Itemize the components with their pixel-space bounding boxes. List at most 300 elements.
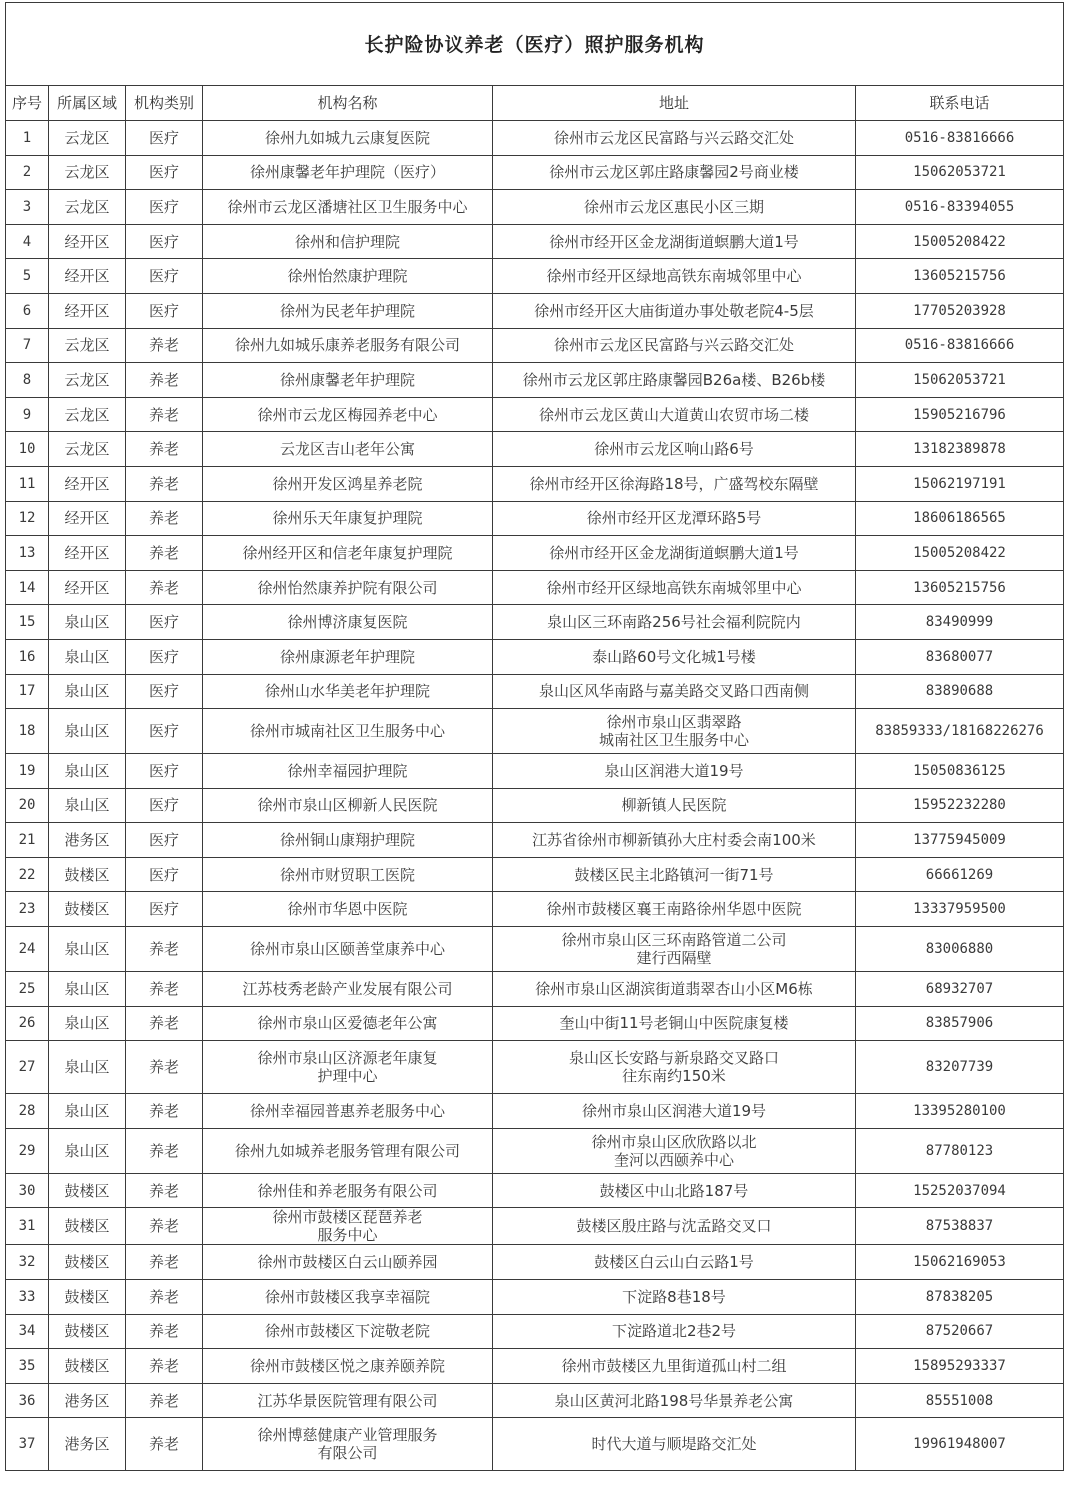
cell-type: 医疗 bbox=[126, 259, 203, 294]
cell-phone: 13605215756 bbox=[856, 570, 1064, 605]
cell-phone: 15252037094 bbox=[856, 1173, 1064, 1208]
cell-address bbox=[493, 1094, 856, 1129]
cell-address bbox=[493, 1128, 856, 1173]
cell-district: 经开区 bbox=[49, 466, 126, 501]
name-line: 云龙区吉山老年公寓 bbox=[279, 440, 415, 459]
cell-type: 养老 bbox=[126, 1418, 203, 1471]
cell-address bbox=[493, 259, 856, 294]
table-row bbox=[6, 605, 1064, 640]
cell-district: 泉山区 bbox=[49, 927, 126, 972]
address-line: 徐州市鼓楼区襄王南路徐州华恩中医院 bbox=[546, 900, 802, 919]
cell-address bbox=[493, 972, 856, 1007]
table-row bbox=[6, 328, 1064, 363]
cell-type: 养老 bbox=[126, 501, 203, 536]
table-row bbox=[6, 1418, 1064, 1471]
table-row bbox=[6, 397, 1064, 432]
cell-phone: 15952232280 bbox=[856, 788, 1064, 823]
cell-no: 29 bbox=[6, 1128, 49, 1173]
table-row bbox=[6, 536, 1064, 571]
cell-type: 医疗 bbox=[126, 121, 203, 156]
cell-type: 医疗 bbox=[126, 709, 203, 754]
address-line: 时代大道与顺堤路交汇处 bbox=[591, 1435, 757, 1454]
cell-address bbox=[493, 1349, 856, 1384]
cell-phone: 18606186565 bbox=[856, 501, 1064, 536]
cell-type: 养老 bbox=[126, 927, 203, 972]
cell-phone: 13395280100 bbox=[856, 1094, 1064, 1129]
address-line: 徐州市经开区徐海路18号，广盛驾校东隔壁 bbox=[529, 474, 819, 493]
name-line: 徐州市鼓楼区悦之康养颐养院 bbox=[249, 1357, 445, 1376]
address-line: 徐州市云龙区民富路与兴云路交汇处 bbox=[553, 336, 794, 355]
name-line: 徐州市泉山区济源老年康复 bbox=[257, 1049, 438, 1068]
column-header-district: 所属区域 bbox=[49, 86, 126, 121]
address-line: 徐州市鼓楼区九里街道孤山村二组 bbox=[561, 1357, 787, 1376]
cell-address bbox=[493, 857, 856, 892]
table-row bbox=[6, 190, 1064, 225]
address-line: 徐州市云龙区郭庄路康馨园2号商业楼 bbox=[549, 163, 799, 182]
cell-type: 医疗 bbox=[126, 857, 203, 892]
cell-phone: 13337959500 bbox=[856, 892, 1064, 927]
cell-type: 养老 bbox=[126, 1173, 203, 1208]
cell-type: 养老 bbox=[126, 1041, 203, 1094]
column-header-type: 机构类别 bbox=[126, 86, 203, 121]
table-row bbox=[6, 674, 1064, 709]
address-line: 柳新镇人民医院 bbox=[621, 796, 727, 815]
table-row bbox=[6, 1280, 1064, 1315]
cell-type: 医疗 bbox=[126, 892, 203, 927]
cell-name bbox=[203, 1418, 493, 1471]
table-row bbox=[6, 1094, 1064, 1129]
cell-phone: 15062197191 bbox=[856, 466, 1064, 501]
cell-district: 云龙区 bbox=[49, 121, 126, 156]
cell-no: 11 bbox=[6, 466, 49, 501]
cell-phone: 15005208422 bbox=[856, 224, 1064, 259]
table-title: 长护险协议养老（医疗）照护服务机构 bbox=[6, 3, 1064, 86]
cell-no: 32 bbox=[6, 1245, 49, 1280]
cell-no: 17 bbox=[6, 674, 49, 709]
cell-phone: 15005208422 bbox=[856, 536, 1064, 571]
column-header-no: 序号 bbox=[6, 86, 49, 121]
name-line: 徐州康馨老年护理院 bbox=[279, 370, 415, 389]
cell-name bbox=[203, 1245, 493, 1280]
address-line: 江苏省徐州市柳新镇孙大庄村委会南100米 bbox=[532, 831, 816, 850]
cell-no: 1 bbox=[6, 121, 49, 156]
address-line: 泉山区风华南路与嘉美路交叉路口西南侧 bbox=[538, 682, 809, 701]
cell-address bbox=[493, 892, 856, 927]
cell-name bbox=[203, 972, 493, 1007]
cell-type: 医疗 bbox=[126, 155, 203, 190]
table-row bbox=[6, 121, 1064, 156]
cell-type: 养老 bbox=[126, 363, 203, 398]
cell-name bbox=[203, 293, 493, 328]
cell-district: 泉山区 bbox=[49, 639, 126, 674]
cell-name bbox=[203, 501, 493, 536]
cell-type: 养老 bbox=[126, 1280, 203, 1315]
cell-address bbox=[493, 605, 856, 640]
cell-address bbox=[493, 1314, 856, 1349]
cell-no: 31 bbox=[6, 1208, 49, 1245]
cell-district: 鼓楼区 bbox=[49, 1349, 126, 1384]
cell-district: 经开区 bbox=[49, 501, 126, 536]
address-line: 鼓楼区白云山白云路1号 bbox=[594, 1253, 754, 1272]
name-line: 徐州市泉山区颐善堂康养中心 bbox=[249, 940, 445, 959]
cell-phone: 0516-83816666 bbox=[856, 328, 1064, 363]
cell-no: 14 bbox=[6, 570, 49, 605]
cell-phone: 83490999 bbox=[856, 605, 1064, 640]
table-row bbox=[6, 1208, 1064, 1245]
cell-type: 医疗 bbox=[126, 788, 203, 823]
column-header-phone: 联系电话 bbox=[856, 86, 1064, 121]
name-line: 徐州怡然康护理院 bbox=[287, 267, 408, 286]
name-line: 徐州市财贸职工医院 bbox=[279, 865, 415, 884]
table-row bbox=[6, 1383, 1064, 1418]
cell-type: 养老 bbox=[126, 1006, 203, 1041]
cell-no: 6 bbox=[6, 293, 49, 328]
cell-address bbox=[493, 155, 856, 190]
cell-phone: 87520667 bbox=[856, 1314, 1064, 1349]
cell-phone: 13775945009 bbox=[856, 823, 1064, 858]
table-row bbox=[6, 788, 1064, 823]
cell-phone: 87538837 bbox=[856, 1208, 1064, 1245]
cell-phone: 15062053721 bbox=[856, 363, 1064, 398]
name-line: 服务中心 bbox=[317, 1226, 378, 1245]
name-line: 徐州山水华美老年护理院 bbox=[264, 682, 430, 701]
address-line: 奎河以西颐养中心 bbox=[613, 1150, 734, 1169]
cell-no: 28 bbox=[6, 1094, 49, 1129]
column-header-name: 机构名称 bbox=[203, 86, 493, 121]
cell-district: 云龙区 bbox=[49, 190, 126, 225]
cell-no: 27 bbox=[6, 1041, 49, 1094]
cell-address bbox=[493, 293, 856, 328]
cell-type: 养老 bbox=[126, 1245, 203, 1280]
table-row bbox=[6, 1173, 1064, 1208]
cell-type: 医疗 bbox=[126, 190, 203, 225]
cell-no: 16 bbox=[6, 639, 49, 674]
cell-type: 养老 bbox=[126, 536, 203, 571]
name-line: 江苏华景医院管理有限公司 bbox=[257, 1391, 438, 1410]
cell-district: 港务区 bbox=[49, 823, 126, 858]
address-line: 徐州市泉山区湖滨街道翡翠杏山小区M6栋 bbox=[535, 979, 813, 998]
name-line: 徐州九如城养老服务管理有限公司 bbox=[234, 1141, 460, 1160]
table-row bbox=[6, 1041, 1064, 1094]
cell-phone: 87780123 bbox=[856, 1128, 1064, 1173]
address-line: 徐州市泉山区翡翠路 bbox=[606, 713, 742, 732]
cell-type: 医疗 bbox=[126, 674, 203, 709]
cell-district: 泉山区 bbox=[49, 754, 126, 789]
cell-district: 鼓楼区 bbox=[49, 1173, 126, 1208]
cell-address bbox=[493, 224, 856, 259]
cell-no: 8 bbox=[6, 363, 49, 398]
cell-district: 港务区 bbox=[49, 1418, 126, 1471]
cell-name bbox=[203, 1383, 493, 1418]
cell-phone: 83859333/18168226276 bbox=[856, 709, 1064, 754]
address-line: 城南社区卫生服务中心 bbox=[598, 731, 749, 750]
cell-name bbox=[203, 892, 493, 927]
table-row bbox=[6, 155, 1064, 190]
cell-name bbox=[203, 1208, 493, 1245]
cell-district: 鼓楼区 bbox=[49, 1208, 126, 1245]
cell-phone: 0516-83394055 bbox=[856, 190, 1064, 225]
cell-type: 养老 bbox=[126, 1208, 203, 1245]
address-line: 鼓楼区民主北路镇河一街71号 bbox=[574, 865, 774, 884]
cell-phone: 87838205 bbox=[856, 1280, 1064, 1315]
address-line: 鼓楼区殷庄路与沈孟路交叉口 bbox=[576, 1217, 772, 1236]
cell-no: 18 bbox=[6, 709, 49, 754]
cell-district: 云龙区 bbox=[49, 432, 126, 467]
cell-name bbox=[203, 605, 493, 640]
cell-type: 医疗 bbox=[126, 605, 203, 640]
cell-type: 医疗 bbox=[126, 224, 203, 259]
cell-no: 34 bbox=[6, 1314, 49, 1349]
name-line: 徐州怡然康养护院有限公司 bbox=[257, 578, 438, 597]
cell-phone: 83680077 bbox=[856, 639, 1064, 674]
cell-no: 15 bbox=[6, 605, 49, 640]
cell-phone: 0516-83816666 bbox=[856, 121, 1064, 156]
cell-phone: 83890688 bbox=[856, 674, 1064, 709]
cell-no: 9 bbox=[6, 397, 49, 432]
cell-district: 经开区 bbox=[49, 259, 126, 294]
cell-name bbox=[203, 1173, 493, 1208]
cell-district: 云龙区 bbox=[49, 155, 126, 190]
cell-district: 泉山区 bbox=[49, 674, 126, 709]
cell-address bbox=[493, 788, 856, 823]
cell-no: 33 bbox=[6, 1280, 49, 1315]
table-row bbox=[6, 823, 1064, 858]
cell-phone: 19961948007 bbox=[856, 1418, 1064, 1471]
name-line: 徐州为民老年护理院 bbox=[279, 301, 415, 320]
address-line: 徐州市经开区金龙湖街道螟鹏大道1号 bbox=[549, 232, 799, 251]
cell-no: 12 bbox=[6, 501, 49, 536]
cell-phone: 83006880 bbox=[856, 927, 1064, 972]
cell-name bbox=[203, 432, 493, 467]
cell-no: 30 bbox=[6, 1173, 49, 1208]
cell-address bbox=[493, 1418, 856, 1471]
table-row bbox=[6, 259, 1064, 294]
cell-district: 鼓楼区 bbox=[49, 1314, 126, 1349]
cell-district: 鼓楼区 bbox=[49, 1280, 126, 1315]
cell-district: 泉山区 bbox=[49, 1041, 126, 1094]
cell-name bbox=[203, 857, 493, 892]
name-line: 徐州市鼓楼区下淀敬老院 bbox=[264, 1322, 430, 1341]
address-line: 奎山中街11号老铜山中医院康复楼 bbox=[559, 1014, 789, 1033]
name-line: 徐州九如城九云康复医院 bbox=[264, 128, 430, 147]
cell-no: 20 bbox=[6, 788, 49, 823]
column-header-address: 地址 bbox=[493, 86, 856, 121]
table-row bbox=[6, 1245, 1064, 1280]
cell-address bbox=[493, 397, 856, 432]
cell-address bbox=[493, 536, 856, 571]
name-line: 徐州康源老年护理院 bbox=[279, 647, 415, 666]
cell-no: 21 bbox=[6, 823, 49, 858]
name-line: 有限公司 bbox=[317, 1444, 378, 1463]
table-row bbox=[6, 466, 1064, 501]
cell-type: 医疗 bbox=[126, 639, 203, 674]
cell-address bbox=[493, 709, 856, 754]
cell-name bbox=[203, 1094, 493, 1129]
cell-phone: 13605215756 bbox=[856, 259, 1064, 294]
header-row bbox=[6, 86, 1064, 121]
cell-name bbox=[203, 224, 493, 259]
cell-no: 2 bbox=[6, 155, 49, 190]
cell-name bbox=[203, 1349, 493, 1384]
address-line: 往东南约150米 bbox=[622, 1067, 726, 1086]
cell-district: 云龙区 bbox=[49, 397, 126, 432]
name-line: 徐州市鼓楼区琵琶养老 bbox=[272, 1208, 423, 1227]
address-line: 徐州市云龙区民富路与兴云路交汇处 bbox=[553, 128, 794, 147]
cell-address bbox=[493, 927, 856, 972]
cell-name bbox=[203, 639, 493, 674]
address-line: 徐州市经开区龙潭环路5号 bbox=[586, 509, 762, 528]
cell-no: 10 bbox=[6, 432, 49, 467]
cell-address bbox=[493, 1208, 856, 1245]
name-line: 徐州市华恩中医院 bbox=[287, 900, 408, 919]
cell-district: 泉山区 bbox=[49, 1006, 126, 1041]
cell-phone: 15905216796 bbox=[856, 397, 1064, 432]
cell-address bbox=[493, 328, 856, 363]
name-line: 徐州市鼓楼区我享幸福院 bbox=[264, 1287, 430, 1306]
cell-no: 24 bbox=[6, 927, 49, 972]
cell-address bbox=[493, 674, 856, 709]
cell-district: 泉山区 bbox=[49, 709, 126, 754]
cell-phone: 83207739 bbox=[856, 1041, 1064, 1094]
table-row bbox=[6, 972, 1064, 1007]
cell-district: 经开区 bbox=[49, 224, 126, 259]
cell-type: 养老 bbox=[126, 1314, 203, 1349]
cell-name bbox=[203, 1006, 493, 1041]
cell-name bbox=[203, 1128, 493, 1173]
address-line: 建行西隔壁 bbox=[636, 949, 712, 968]
table-row bbox=[6, 892, 1064, 927]
cell-district: 云龙区 bbox=[49, 328, 126, 363]
cell-address bbox=[493, 1383, 856, 1418]
name-line: 徐州幸福园护理院 bbox=[287, 761, 408, 780]
document-sheet bbox=[5, 2, 1063, 1471]
address-line: 泉山区长安路与新泉路交叉路口 bbox=[568, 1049, 779, 1068]
cell-no: 26 bbox=[6, 1006, 49, 1041]
cell-phone: 15062169053 bbox=[856, 1245, 1064, 1280]
name-line: 护理中心 bbox=[317, 1067, 378, 1086]
address-line: 徐州市经开区绿地高铁东南城邻里中心 bbox=[546, 578, 802, 597]
name-line: 徐州铜山康翔护理院 bbox=[279, 831, 415, 850]
cell-district: 泉山区 bbox=[49, 1128, 126, 1173]
cell-name bbox=[203, 466, 493, 501]
cell-no: 3 bbox=[6, 190, 49, 225]
cell-no: 13 bbox=[6, 536, 49, 571]
cell-district: 鼓楼区 bbox=[49, 1245, 126, 1280]
cell-type: 养老 bbox=[126, 1383, 203, 1418]
name-line: 徐州和信护理院 bbox=[294, 232, 400, 251]
table-row bbox=[6, 1314, 1064, 1349]
cell-name bbox=[203, 363, 493, 398]
cell-address bbox=[493, 754, 856, 789]
name-line: 徐州康馨老年护理院（医疗） bbox=[249, 163, 445, 182]
cell-type: 养老 bbox=[126, 972, 203, 1007]
name-line: 徐州乐天年康复护理院 bbox=[272, 509, 423, 528]
address-line: 徐州市云龙区响山路6号 bbox=[594, 440, 754, 459]
cell-district: 云龙区 bbox=[49, 363, 126, 398]
address-line: 徐州市云龙区黄山大道黄山农贸市场二楼 bbox=[538, 405, 809, 424]
table-row bbox=[6, 754, 1064, 789]
cell-type: 医疗 bbox=[126, 754, 203, 789]
address-line: 泰山路60号文化城1号楼 bbox=[592, 647, 756, 666]
cell-address bbox=[493, 1041, 856, 1094]
address-line: 下淀路8巷18号 bbox=[622, 1287, 726, 1306]
table-row bbox=[6, 709, 1064, 754]
cell-address bbox=[493, 363, 856, 398]
cell-district: 经开区 bbox=[49, 570, 126, 605]
cell-name bbox=[203, 259, 493, 294]
cell-district: 鼓楼区 bbox=[49, 892, 126, 927]
cell-name bbox=[203, 927, 493, 972]
address-line: 下淀路道北2巷2号 bbox=[611, 1322, 737, 1341]
cell-name bbox=[203, 570, 493, 605]
address-line: 徐州市经开区大庙街道办事处敬老院4-5层 bbox=[534, 301, 814, 320]
cell-phone: 15895293337 bbox=[856, 1349, 1064, 1384]
address-line: 徐州市泉山区润港大道19号 bbox=[581, 1102, 767, 1121]
cell-no: 35 bbox=[6, 1349, 49, 1384]
cell-name bbox=[203, 121, 493, 156]
cell-no: 5 bbox=[6, 259, 49, 294]
table-row bbox=[6, 857, 1064, 892]
name-line: 徐州市云龙区梅园养老中心 bbox=[257, 405, 438, 424]
name-line: 徐州九如城乐康养老服务有限公司 bbox=[234, 336, 460, 355]
cell-phone: 13182389878 bbox=[856, 432, 1064, 467]
cell-no: 7 bbox=[6, 328, 49, 363]
table-row bbox=[6, 1349, 1064, 1384]
cell-district: 泉山区 bbox=[49, 788, 126, 823]
cell-name bbox=[203, 823, 493, 858]
cell-no: 36 bbox=[6, 1383, 49, 1418]
address-line: 泉山区润港大道19号 bbox=[604, 761, 744, 780]
cell-address bbox=[493, 1245, 856, 1280]
address-line: 徐州市经开区绿地高铁东南城邻里中心 bbox=[546, 267, 802, 286]
cell-name bbox=[203, 709, 493, 754]
cell-district: 港务区 bbox=[49, 1383, 126, 1418]
cell-type: 养老 bbox=[126, 328, 203, 363]
cell-name bbox=[203, 1314, 493, 1349]
institution-table bbox=[5, 2, 1064, 1471]
table-row bbox=[6, 927, 1064, 972]
cell-address bbox=[493, 466, 856, 501]
table-row bbox=[6, 1128, 1064, 1173]
cell-address bbox=[493, 823, 856, 858]
cell-no: 37 bbox=[6, 1418, 49, 1471]
cell-name bbox=[203, 397, 493, 432]
cell-district: 鼓楼区 bbox=[49, 857, 126, 892]
address-line: 徐州市泉山区三环南路管道二公司 bbox=[561, 931, 787, 950]
cell-name bbox=[203, 155, 493, 190]
cell-type: 养老 bbox=[126, 1094, 203, 1129]
cell-address bbox=[493, 570, 856, 605]
table-row bbox=[6, 293, 1064, 328]
address-line: 徐州市泉山区欣欣路以北 bbox=[591, 1132, 757, 1151]
cell-no: 25 bbox=[6, 972, 49, 1007]
name-line: 徐州市城南社区卫生服务中心 bbox=[249, 722, 445, 741]
cell-type: 养老 bbox=[126, 432, 203, 467]
name-line: 徐州市云龙区潘塘社区卫生服务中心 bbox=[227, 197, 468, 216]
cell-phone: 15062053721 bbox=[856, 155, 1064, 190]
cell-type: 医疗 bbox=[126, 823, 203, 858]
name-line: 江苏枝秀老龄产业发展有限公司 bbox=[242, 979, 453, 998]
cell-address bbox=[493, 501, 856, 536]
cell-name bbox=[203, 1280, 493, 1315]
table-row bbox=[6, 501, 1064, 536]
cell-phone: 85551008 bbox=[856, 1383, 1064, 1418]
cell-address bbox=[493, 1173, 856, 1208]
table-row bbox=[6, 570, 1064, 605]
name-line: 徐州市泉山区爱德老年公寓 bbox=[257, 1014, 438, 1033]
cell-type: 养老 bbox=[126, 1128, 203, 1173]
cell-address bbox=[493, 639, 856, 674]
